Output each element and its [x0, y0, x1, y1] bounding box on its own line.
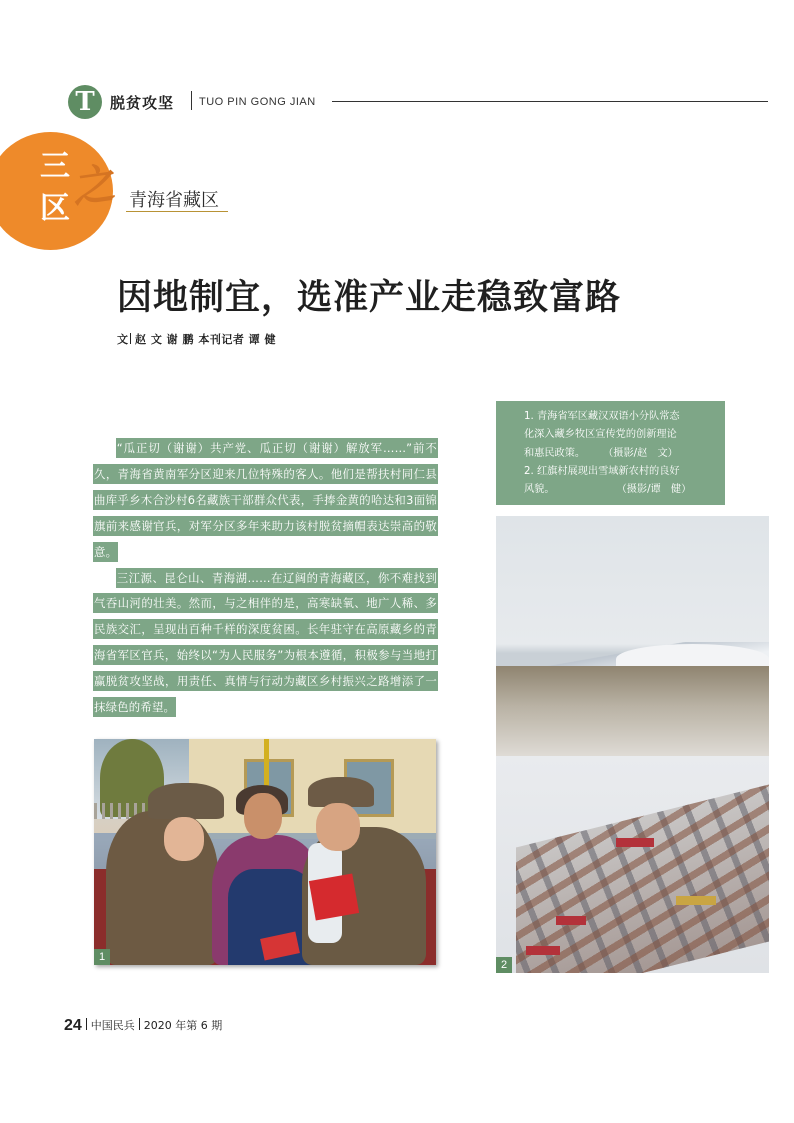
photo-red-roof — [556, 916, 586, 925]
column-underline — [126, 211, 228, 212]
header-rule — [332, 101, 768, 102]
byline — [117, 331, 276, 347]
section-pinyin: TUO PIN GONG JIAN — [199, 96, 316, 108]
caption-credit: （摄影/赵 文） — [603, 447, 678, 459]
paragraph-text: “瓜正切（谢谢）共产党、瓜正切（谢谢）解放军……”前不久，青海省黄南军分区迎来几位特殊的客人。他们是帮扶村同仁县曲库乎乡木合沙村6名藏族干部群众代表，手捧金黄的哈达和3面锦旗前来感谢官兵，对军分区多年来助力该村脱贫摘帽表达崇高的敬意。 — [93, 438, 438, 562]
header-separator — [191, 91, 192, 110]
photo-number-label: 2 — [496, 957, 512, 973]
photo-red-roof — [526, 946, 560, 955]
column-region-title: 青海省藏区 — [129, 190, 219, 211]
caption-text: 和惠民政策。 — [524, 447, 586, 459]
page-number: 24 — [64, 1017, 82, 1034]
footer-separator — [139, 1018, 140, 1030]
photo-cap — [148, 783, 224, 819]
caption-line — [524, 445, 715, 463]
photo-caption-box — [496, 401, 725, 505]
caption-line: 化深入藏乡牧区宣传党的创新理论 — [524, 429, 677, 441]
column-logo-char-3: 之 — [68, 158, 118, 213]
photo-face — [316, 803, 360, 851]
byline-separator — [130, 333, 131, 344]
photo-yellow-roof — [676, 896, 716, 905]
magazine-name: 中国民兵 — [90, 1019, 135, 1032]
paragraph — [93, 566, 438, 721]
photo-soldiers-with-villager — [94, 739, 436, 965]
section-title: 脱贫攻坚 — [110, 94, 175, 112]
photo-grassland — [496, 666, 769, 766]
caption-credit: （摄影/谭 健） — [616, 484, 692, 496]
photo-red-roof — [616, 838, 654, 847]
byline-names: 赵 文 谢 鹏 本刊记者 谭 健 — [135, 333, 276, 346]
page-footer — [64, 1017, 222, 1035]
article-body — [93, 436, 438, 721]
photo-red-booklet — [309, 873, 359, 920]
photo-face — [164, 817, 204, 861]
caption-line: 1. 青海省军区藏汉双语小分队常态 — [524, 411, 680, 422]
caption-line — [524, 481, 715, 499]
caption-text: 风貌。 — [524, 484, 555, 496]
paragraph — [93, 436, 438, 566]
photo-snow-village — [496, 516, 769, 973]
photo-number-label: 1 — [94, 949, 110, 965]
article-title: 因地制宜，选准产业走稳致富路 — [117, 278, 622, 318]
section-badge: T — [68, 85, 102, 119]
footer-separator — [86, 1018, 87, 1030]
photo-face — [244, 793, 282, 839]
byline-prefix: 文 — [117, 333, 128, 346]
column-logo-char-1: 三 — [40, 149, 70, 184]
issue-label: 2020 年第 6 期 — [143, 1019, 223, 1032]
column-logo-char-2: 区 — [40, 191, 70, 226]
caption-line: 2. 红旗村展现出雪域新农村的良好 — [524, 465, 680, 477]
paragraph-text: 三江源、昆仑山、青海湖……在辽阔的青海藏区，你不难找到气吞山河的壮美。然而，与之相伴的是，高寒缺氧、地广人稀、多民族交汇，呈现出百种千样的深度贫困。长年驻守在高原藏乡的青海省军区官兵，始终以“为人民服务”为根本遵循，积极参与当地打赢脱贫攻坚战，用责任、真情与行动为藏区乡村振兴之路增添了一抹绿色的希望。 — [93, 568, 438, 718]
